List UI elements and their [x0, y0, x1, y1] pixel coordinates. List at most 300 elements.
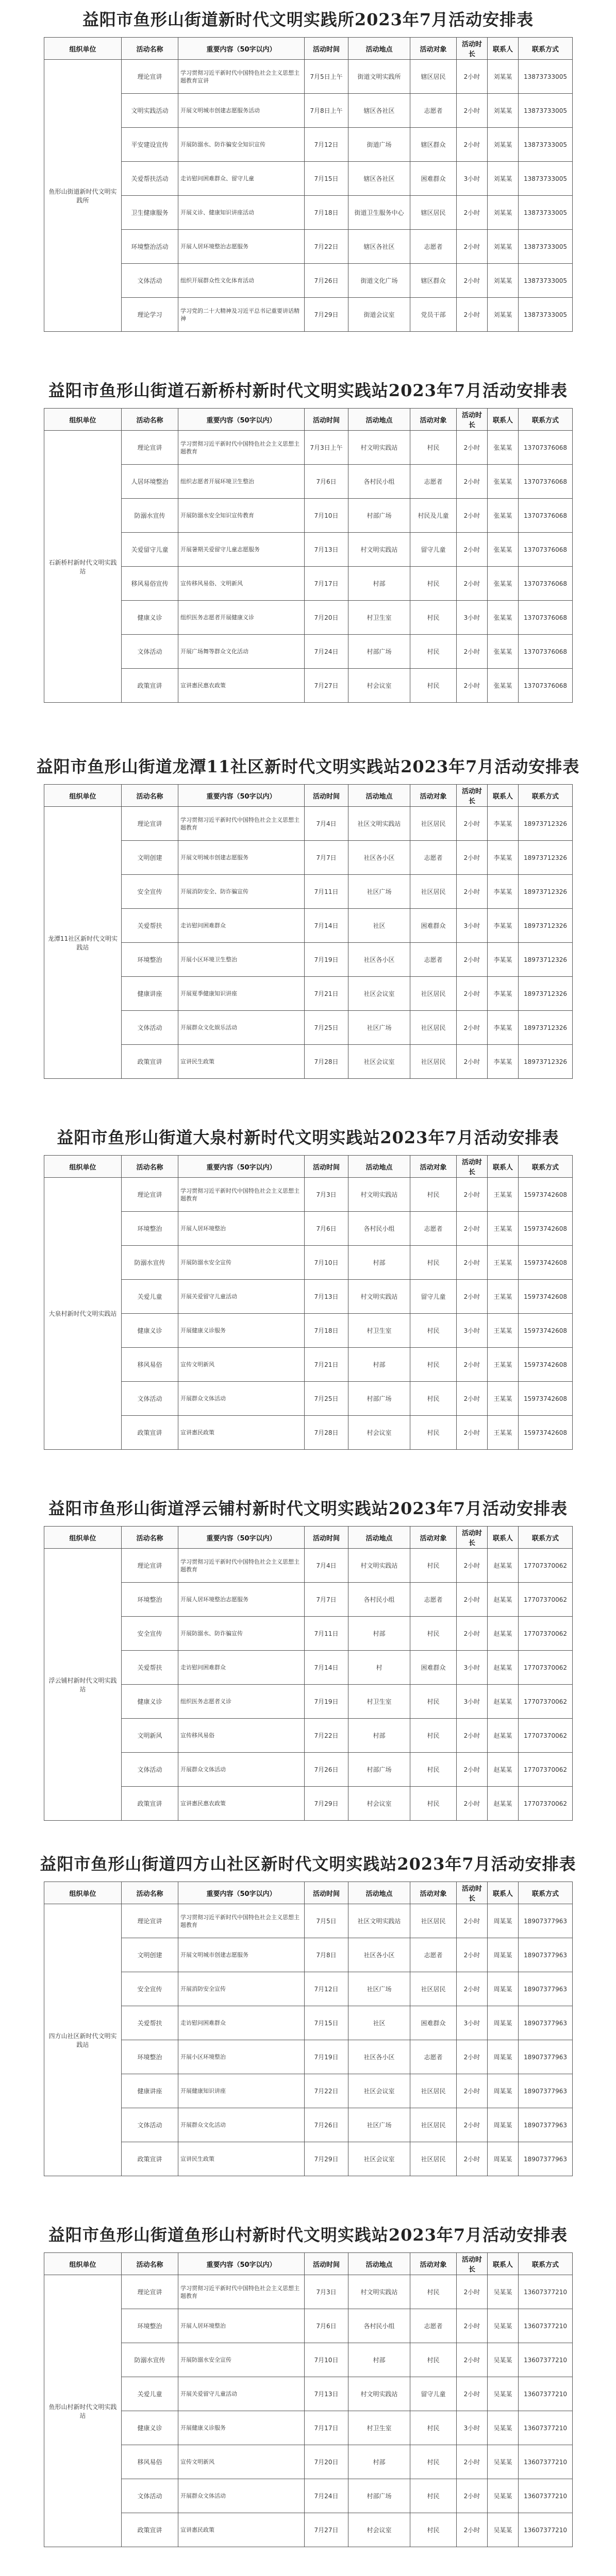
column-header: 联系方式 — [519, 38, 573, 60]
activity-duration: 2小时 — [457, 1549, 488, 1583]
contact-person: 赵某某 — [488, 1651, 519, 1685]
contact-person: 张某某 — [488, 533, 519, 567]
activity-description: 宣讲民生政策 — [178, 2142, 305, 2176]
table-row — [44, 2142, 573, 2176]
organizing-unit: 四方山社区新时代文明实践站 — [44, 1904, 122, 2176]
contact-person: 张某某 — [488, 431, 519, 465]
activity-name: 关爱儿童 — [122, 2377, 178, 2411]
activity-description: 宣传文明新风 — [178, 1348, 305, 1382]
activity-description: 开展文明城市创建志愿服务 — [178, 1938, 305, 1972]
activity-name: 文体活动 — [122, 1011, 178, 1045]
table-row — [44, 1416, 573, 1450]
activity-name: 移风易俗宣传 — [122, 567, 178, 601]
table-row — [44, 601, 573, 635]
activity-duration: 2小时 — [457, 807, 488, 841]
contact-person: 吴某某 — [488, 2275, 519, 2309]
activity-target: 社区居民 — [410, 1045, 457, 1079]
activity-name: 健康义诊 — [122, 601, 178, 635]
activity-time: 7月13日 — [305, 533, 348, 567]
activity-description: 开展防溺水安全宣传 — [178, 1246, 305, 1280]
table-row — [44, 128, 573, 162]
contact-phone: 15973742608 — [519, 1280, 573, 1314]
activity-duration: 3小时 — [457, 909, 488, 943]
table-row — [44, 1719, 573, 1753]
activity-name: 安全宣传 — [122, 1972, 178, 2006]
contact-person: 王某某 — [488, 1246, 519, 1280]
activity-time: 7月10日 — [305, 1246, 348, 1280]
contact-person: 刘某某 — [488, 196, 519, 230]
contact-phone: 17707370062 — [519, 1583, 573, 1617]
activity-target: 社区居民 — [410, 2142, 457, 2176]
activity-target: 村民 — [410, 1753, 457, 1787]
contact-person: 吴某某 — [488, 2343, 519, 2377]
activity-target: 困难群众 — [410, 2006, 457, 2040]
column-header: 组织单位 — [44, 1527, 122, 1549]
section-title: 益阳市鱼形山街道龙潭11社区新时代文明实践站2023年7月活动安排表 — [36, 757, 580, 776]
activity-place: 村文明实践站 — [348, 1280, 410, 1314]
contact-phone: 13707376068 — [519, 533, 573, 567]
table-row — [44, 1280, 573, 1314]
activity-target: 困难群众 — [410, 1651, 457, 1685]
table-row — [44, 298, 573, 332]
activity-place: 社区广场 — [348, 2108, 410, 2142]
table-row — [44, 431, 573, 465]
activity-target: 社区居民 — [410, 1904, 457, 1938]
column-header: 组织单位 — [44, 409, 122, 431]
contact-person: 张某某 — [488, 465, 519, 499]
activity-description: 开展夏季健康知识讲座 — [178, 977, 305, 1011]
activity-duration: 2小时 — [457, 1178, 488, 1212]
table-header-row — [44, 38, 573, 60]
activity-name: 卫生健康服务 — [122, 196, 178, 230]
table-header-row — [44, 1156, 573, 1178]
schedule-table — [44, 408, 573, 703]
contact-phone: 18973712326 — [519, 807, 573, 841]
activity-description: 开展文明城市创建志愿服务活动 — [178, 94, 305, 128]
activity-target: 村民 — [410, 2411, 457, 2445]
activity-time: 7月8日上午 — [305, 94, 348, 128]
table-row — [44, 264, 573, 298]
activity-duration: 2小时 — [457, 533, 488, 567]
activity-duration: 2小时 — [457, 635, 488, 669]
column-header: 活动时长 — [457, 409, 488, 431]
activity-description: 开展暑期关爱留守儿童志愿服务 — [178, 533, 305, 567]
activity-place: 村文明实践站 — [348, 1178, 410, 1212]
activity-time: 7月18日 — [305, 1314, 348, 1348]
contact-phone: 13607377210 — [519, 2343, 573, 2377]
activity-time: 7月25日 — [305, 1011, 348, 1045]
activity-place: 村会议室 — [348, 1416, 410, 1450]
activity-description: 开展防溺水安全知识宣传教育 — [178, 499, 305, 533]
activity-name: 政策宣讲 — [122, 1787, 178, 1821]
activity-place: 辖区各社区 — [348, 162, 410, 196]
activity-duration: 2小时 — [457, 2513, 488, 2547]
activity-name: 关爱留守儿童 — [122, 533, 178, 567]
activity-name: 健康讲座 — [122, 977, 178, 1011]
contact-person: 李某某 — [488, 807, 519, 841]
activity-time: 7月15日 — [305, 2006, 348, 2040]
column-header: 重要内容（50字以内） — [178, 1156, 305, 1178]
contact-phone: 13607377210 — [519, 2513, 573, 2547]
column-header: 组织单位 — [44, 38, 122, 60]
activity-description: 学习贯彻习近平新时代中国特色社会主义思想主题教育宣讲 — [178, 60, 305, 94]
activity-name: 关爱帮扶 — [122, 909, 178, 943]
section-title: 益阳市鱼形山街道浮云铺村新时代文明实践站2023年7月活动安排表 — [48, 1499, 568, 1518]
table-row — [44, 196, 573, 230]
activity-duration: 3小时 — [457, 1685, 488, 1719]
activity-description: 开展防溺水安全宣传 — [178, 2343, 305, 2377]
activity-description: 走访慰问困难群众 — [178, 1651, 305, 1685]
contact-phone: 13873733005 — [519, 298, 573, 332]
contact-phone: 18973712326 — [519, 1045, 573, 1079]
activity-time: 7月27日 — [305, 669, 348, 703]
activity-name: 环境整治 — [122, 2309, 178, 2343]
contact-person: 王某某 — [488, 1314, 519, 1348]
activity-time: 7月24日 — [305, 635, 348, 669]
table-row — [44, 1549, 573, 1583]
activity-target: 辖区居民 — [410, 196, 457, 230]
table-row — [44, 1382, 573, 1416]
activity-time: 7月21日 — [305, 977, 348, 1011]
table-row — [44, 943, 573, 977]
activity-description: 开展防溺水、防诈骗宣传 — [178, 1617, 305, 1651]
contact-phone: 18973712326 — [519, 841, 573, 875]
contact-phone: 15973742608 — [519, 1212, 573, 1246]
contact-phone: 18907377963 — [519, 1972, 573, 2006]
activity-time: 7月20日 — [305, 601, 348, 635]
activity-duration: 2小时 — [457, 1583, 488, 1617]
table-row — [44, 2040, 573, 2074]
activity-name: 健康义诊 — [122, 2411, 178, 2445]
activity-time: 7月28日 — [305, 1045, 348, 1079]
activity-target: 志愿者 — [410, 1212, 457, 1246]
contact-phone: 18973712326 — [519, 943, 573, 977]
table-row — [44, 2343, 573, 2377]
activity-target: 村民 — [410, 2275, 457, 2309]
activity-description: 组织开展群众性文化体育活动 — [178, 264, 305, 298]
section-title: 益阳市鱼形山街道鱼形山村新时代文明实践站2023年7月活动安排表 — [48, 2225, 568, 2245]
activity-place: 社区广场 — [348, 1972, 410, 2006]
contact-person: 王某某 — [488, 1178, 519, 1212]
activity-description: 宣讲惠民惠农政策 — [178, 1787, 305, 1821]
activity-description: 开展人居环境整治 — [178, 2309, 305, 2343]
activity-target: 志愿者 — [410, 94, 457, 128]
table-row — [44, 2377, 573, 2411]
contact-person: 赵某某 — [488, 1787, 519, 1821]
activity-description: 开展消防安全宣传 — [178, 1972, 305, 2006]
table-row — [44, 1904, 573, 1938]
contact-person: 刘某某 — [488, 128, 519, 162]
activity-target: 志愿者 — [410, 230, 457, 264]
activity-time: 7月15日 — [305, 162, 348, 196]
contact-phone: 17707370062 — [519, 1651, 573, 1685]
activity-target: 志愿者 — [410, 2309, 457, 2343]
activity-duration: 2小时 — [457, 1212, 488, 1246]
activity-place: 村卫生室 — [348, 1685, 410, 1719]
column-header: 活动时间 — [305, 409, 348, 431]
organizing-unit: 龙潭11社区新时代文明实践站 — [44, 807, 122, 1079]
table-row — [44, 465, 573, 499]
activity-name: 文体活动 — [122, 2479, 178, 2513]
table-header-row — [44, 409, 573, 431]
activity-description: 学习贯彻习近平新时代中国特色社会主义思想主题教育 — [178, 1549, 305, 1583]
activity-target: 村民 — [410, 1549, 457, 1583]
activity-target: 社区居民 — [410, 1972, 457, 2006]
contact-phone: 13707376068 — [519, 465, 573, 499]
activity-description: 开展义诊、健康知识讲座活动 — [178, 196, 305, 230]
activity-name: 理论宣讲 — [122, 60, 178, 94]
column-header: 重要内容（50字以内） — [178, 785, 305, 807]
column-header: 活动时长 — [457, 1156, 488, 1178]
activity-time: 7月18日 — [305, 196, 348, 230]
activity-target: 志愿者 — [410, 2040, 457, 2074]
activity-description: 开展小区环境卫生整治 — [178, 943, 305, 977]
contact-person: 周某某 — [488, 1938, 519, 1972]
column-header: 活动地点 — [348, 38, 410, 60]
activity-target: 辖区群众 — [410, 264, 457, 298]
activity-target: 村民 — [410, 2445, 457, 2479]
table-row — [44, 2479, 573, 2513]
activity-target: 辖区群众 — [410, 128, 457, 162]
column-header: 活动时间 — [305, 2253, 348, 2275]
activity-target: 党员干部 — [410, 298, 457, 332]
organizing-unit: 大泉村新时代文明实践站 — [44, 1178, 122, 1450]
column-header: 活动地点 — [348, 409, 410, 431]
activity-place: 村文明实践站 — [348, 1549, 410, 1583]
activity-duration: 2小时 — [457, 2142, 488, 2176]
contact-person: 张某某 — [488, 635, 519, 669]
activity-duration: 2小时 — [457, 1416, 488, 1450]
activity-time: 7月17日 — [305, 567, 348, 601]
column-header: 重要内容（50字以内） — [178, 38, 305, 60]
activity-time: 7月29日 — [305, 1787, 348, 1821]
table-row — [44, 909, 573, 943]
contact-phone: 13607377210 — [519, 2411, 573, 2445]
activity-name: 理论宣讲 — [122, 807, 178, 841]
column-header: 联系人 — [488, 785, 519, 807]
activity-place: 街道文化广场 — [348, 264, 410, 298]
activity-duration: 3小时 — [457, 2411, 488, 2445]
activity-description: 开展小区环境整治 — [178, 2040, 305, 2074]
activity-duration: 2小时 — [457, 1938, 488, 1972]
activity-time: 7月14日 — [305, 909, 348, 943]
contact-person: 周某某 — [488, 2074, 519, 2108]
activity-place: 村部广场 — [348, 499, 410, 533]
contact-phone: 13873733005 — [519, 60, 573, 94]
activity-name: 平安建设宣传 — [122, 128, 178, 162]
column-header: 活动时间 — [305, 1527, 348, 1549]
table-row — [44, 1178, 573, 1212]
contact-person: 刘某某 — [488, 94, 519, 128]
column-header: 活动名称 — [122, 1882, 178, 1904]
contact-phone: 18907377963 — [519, 2040, 573, 2074]
table-row — [44, 2074, 573, 2108]
contact-person: 李某某 — [488, 841, 519, 875]
activity-description: 走访慰问困难群众、留守儿童 — [178, 162, 305, 196]
column-header: 重要内容（50字以内） — [178, 1882, 305, 1904]
contact-phone: 15973742608 — [519, 1314, 573, 1348]
activity-description: 开展健康义诊服务 — [178, 2411, 305, 2445]
activity-place: 辖区各社区 — [348, 230, 410, 264]
activity-name: 环境整治 — [122, 943, 178, 977]
activity-target: 村民 — [410, 2479, 457, 2513]
table-row — [44, 1348, 573, 1382]
activity-description: 开展人居环境整治志愿服务 — [178, 1583, 305, 1617]
activity-place: 村会议室 — [348, 1787, 410, 1821]
activity-description: 走访慰问困难群众 — [178, 909, 305, 943]
activity-time: 7月3日 — [305, 2275, 348, 2309]
column-header: 联系人 — [488, 38, 519, 60]
contact-person: 刘某某 — [488, 298, 519, 332]
contact-person: 李某某 — [488, 909, 519, 943]
table-row — [44, 1938, 573, 1972]
activity-duration: 2小时 — [457, 94, 488, 128]
activity-name: 理论宣讲 — [122, 1904, 178, 1938]
activity-place: 各村民小组 — [348, 1212, 410, 1246]
activity-description: 学习贯彻习近平新时代中国特色社会主义思想主题教育 — [178, 1178, 305, 1212]
activity-description: 开展消防安全、防诈骗宣传 — [178, 875, 305, 909]
contact-phone: 13873733005 — [519, 162, 573, 196]
contact-person: 李某某 — [488, 1011, 519, 1045]
activity-description: 开展防溺水、防诈骗安全知识宣传 — [178, 128, 305, 162]
schedule-section — [0, 2215, 616, 2534]
contact-person: 李某某 — [488, 943, 519, 977]
activity-place: 各村民小组 — [348, 465, 410, 499]
table-row — [44, 1246, 573, 1280]
column-header: 联系人 — [488, 1882, 519, 1904]
contact-phone: 18973712326 — [519, 909, 573, 943]
activity-time: 7月6日 — [305, 465, 348, 499]
activity-description: 宣传移风易俗、文明新风 — [178, 567, 305, 601]
activity-time: 7月22日 — [305, 1719, 348, 1753]
column-header: 活动时长 — [457, 38, 488, 60]
activity-duration: 2小时 — [457, 669, 488, 703]
activity-name: 理论宣讲 — [122, 2275, 178, 2309]
table-header-row — [44, 785, 573, 807]
activity-place: 村文明实践站 — [348, 533, 410, 567]
activity-target: 村民 — [410, 1787, 457, 1821]
contact-person: 刘某某 — [488, 162, 519, 196]
activity-target: 村民 — [410, 1719, 457, 1753]
activity-duration: 2小时 — [457, 1045, 488, 1079]
contact-phone: 17707370062 — [519, 1685, 573, 1719]
contact-phone: 13707376068 — [519, 431, 573, 465]
activity-target: 村民 — [410, 1348, 457, 1382]
column-header: 联系人 — [488, 2253, 519, 2275]
activity-name: 文体活动 — [122, 1382, 178, 1416]
activity-place: 村卫生室 — [348, 2411, 410, 2445]
activity-name: 文明创建 — [122, 1938, 178, 1972]
contact-phone: 17707370062 — [519, 1617, 573, 1651]
activity-place: 社区广场 — [348, 1011, 410, 1045]
contact-person: 周某某 — [488, 2040, 519, 2074]
organizing-unit: 浮云铺村新时代文明实践站 — [44, 1549, 122, 1821]
column-header: 活动对象 — [410, 409, 457, 431]
activity-description: 开展人居环境整治志愿服务 — [178, 230, 305, 264]
contact-person: 张某某 — [488, 567, 519, 601]
activity-name: 政策宣讲 — [122, 1045, 178, 1079]
table-row — [44, 1972, 573, 2006]
activity-place: 村部广场 — [348, 635, 410, 669]
activity-place: 村部 — [348, 2343, 410, 2377]
activity-time: 7月20日 — [305, 2445, 348, 2479]
schedule-table — [44, 2252, 573, 2547]
activity-target: 社区居民 — [410, 977, 457, 1011]
column-header: 活动时间 — [305, 1156, 348, 1178]
column-header: 活动名称 — [122, 38, 178, 60]
activity-duration: 2小时 — [457, 230, 488, 264]
activity-name: 政策宣讲 — [122, 669, 178, 703]
activity-time: 7月4日 — [305, 807, 348, 841]
activity-target: 村民 — [410, 2513, 457, 2547]
contact-phone: 13873733005 — [519, 264, 573, 298]
column-header: 活动对象 — [410, 785, 457, 807]
contact-phone: 13607377210 — [519, 2479, 573, 2513]
activity-time: 7月6日 — [305, 1212, 348, 1246]
table-row — [44, 1617, 573, 1651]
table-row — [44, 1753, 573, 1787]
activity-duration: 3小时 — [457, 1651, 488, 1685]
activity-name: 理论宣讲 — [122, 1178, 178, 1212]
contact-person: 赵某某 — [488, 1583, 519, 1617]
column-header: 活动地点 — [348, 1156, 410, 1178]
activity-time: 7月28日 — [305, 1416, 348, 1450]
contact-person: 周某某 — [488, 2142, 519, 2176]
activity-name: 文明实践活动 — [122, 94, 178, 128]
schedule-section — [0, 371, 616, 689]
activity-duration: 2小时 — [457, 977, 488, 1011]
activity-time: 7月22日 — [305, 2074, 348, 2108]
schedule-table — [44, 1882, 573, 2176]
activity-duration: 2小时 — [457, 2309, 488, 2343]
contact-person: 吴某某 — [488, 2411, 519, 2445]
contact-phone: 18907377963 — [519, 1904, 573, 1938]
activity-place: 街道广场 — [348, 128, 410, 162]
activity-place: 村部 — [348, 567, 410, 601]
activity-description: 开展人居环境整治 — [178, 1212, 305, 1246]
activity-name: 环境整治 — [122, 1212, 178, 1246]
contact-person: 赵某某 — [488, 1685, 519, 1719]
activity-target: 社区居民 — [410, 2108, 457, 2142]
table-row — [44, 2309, 573, 2343]
schedule-section — [0, 1844, 616, 2163]
activity-description: 宣传移风易俗 — [178, 1719, 305, 1753]
activity-name: 健康义诊 — [122, 1314, 178, 1348]
activity-name: 关爱帮扶 — [122, 2006, 178, 2040]
activity-duration: 2小时 — [457, 1382, 488, 1416]
activity-place: 各村民小组 — [348, 2309, 410, 2343]
table-row — [44, 94, 573, 128]
contact-person: 吴某某 — [488, 2377, 519, 2411]
contact-phone: 15973742608 — [519, 1382, 573, 1416]
activity-duration: 3小时 — [457, 601, 488, 635]
column-header: 联系人 — [488, 1156, 519, 1178]
activity-description: 开展群众文体活动 — [178, 2479, 305, 2513]
activity-place: 社区会议室 — [348, 977, 410, 1011]
contact-person: 吴某某 — [488, 2445, 519, 2479]
column-header: 联系方式 — [519, 1882, 573, 1904]
activity-name: 关爱儿童 — [122, 1280, 178, 1314]
organizing-unit: 石新桥村新时代文明实践站 — [44, 431, 122, 703]
activity-time: 7月11日 — [305, 875, 348, 909]
activity-description: 组织志愿者开展环境卫生整治 — [178, 465, 305, 499]
activity-place: 村会议室 — [348, 669, 410, 703]
activity-duration: 2小时 — [457, 1787, 488, 1821]
activity-description: 开展文明城市创建志愿服务 — [178, 841, 305, 875]
table-row — [44, 875, 573, 909]
activity-time: 7月5日上午 — [305, 60, 348, 94]
activity-time: 7月21日 — [305, 1348, 348, 1382]
